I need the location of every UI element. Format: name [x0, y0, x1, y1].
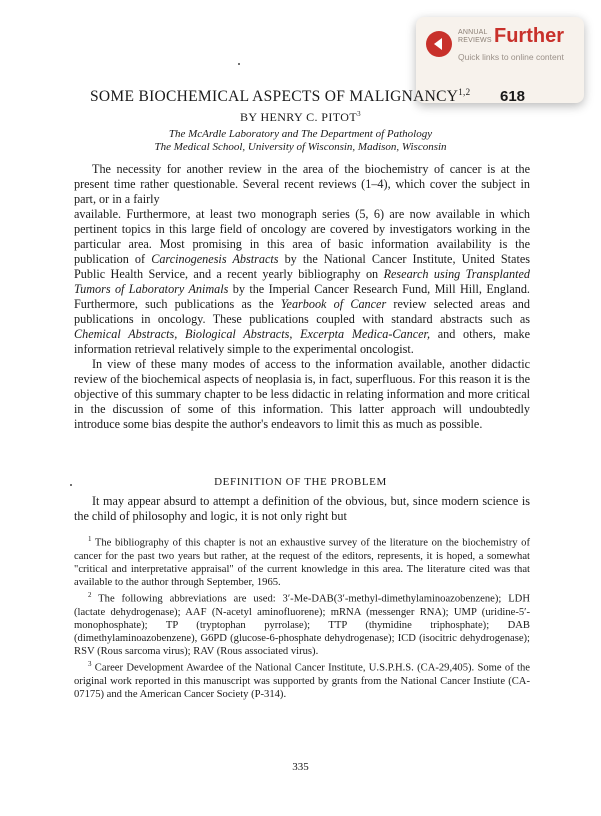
footnotes	[74, 533, 530, 701]
author-line: BY HENRY C. PITOT$^3$	[240, 110, 361, 124]
back-arrow-icon	[426, 31, 452, 57]
affiliation-line-2: The Medical School, University of Wisconsin, Madison, Wisconsin	[154, 141, 447, 153]
footnote-3: $^3$ Career Development Awardee of the National Cancer Institute, U.S.P.H.S. (CA-29,405). Some of the original work reported in this manuscript was supported by grants from the National Cancer Instiute (CA-07175) and the American Cancer Society (P-314).	[74, 659, 530, 700]
page-number: 335	[292, 761, 309, 773]
footnote-1: $^1$ The bibliography of this chapter is not an exhaustive survey of the literature on the biochemistry of cancer for the past two years but rather, at the request of the editors, represents, it is hoped, a somewhat "critical and interpretative appraisal" of the current knowledge in this area. The literature cited was that available to the author through September, 1965.	[74, 535, 530, 588]
paragraph-intro-continued: available. Furthermore, at least two monograph series (5, 6) are now available in which pertinent topics in this large field of oncology are covered by investigators working in the particular area. Most promising in this area of basic information availability is the publication of Carcinogenesis Abstracts by the National Cancer Institute, United States Public Health Service, and a recent yearly bibliography on Research using Transplanted Tumors of Laboratory Animals by the Imperial Cancer Research Fund, Mill Hill, England. Furthermore, such publications as the Yearbook of Cancer review selected areas and publications in oncology. These publications coupled with standard abstracts such as Chemical Abstracts, Biological Abstracts, Excerpta Medica-Cancer, and others, make information retrieval relatively simple to the experimental oncologist. In view of these many modes of access to the information available, another didactic review of the biochemical aspects of neoplasia is, in fact, superfluous. For this reason it is the objective of this summary chapter to be less didactic in relating information and more critical in the discussion of some of this information. This latter approach will undoubtedly introduce some bias despite the author's endeavors to limit this as much as possible.	[74, 207, 531, 431]
affiliation-line-1: The McArdle Laboratory and The Department of Pathology	[168, 128, 433, 140]
speck-mark	[238, 63, 240, 65]
further-subtitle: Quick links to online content	[458, 52, 564, 62]
paragraph-two: In view of these many modes of access to the information available, another didactic review of the biochemical aspects of neoplasia is, in fact, superfluous. For this reason it is the objective of this summary chapter to be less didactic in relating information and more critical in the discussion of some of this information. This latter approach will undoubtedly introduce some bias despite the author's endeavors to limit this as much as possible.	[74, 357, 530, 431]
annual-reviews-logo: ANNUAL REVIEWS	[458, 29, 492, 44]
top-page-number: 618	[500, 88, 526, 105]
article-title: SOME BIOCHEMICAL ASPECTS OF MALIGNANCY$^{1,2}$	[90, 87, 471, 106]
section-heading: DEFINITION OF THE PROBLEM	[214, 476, 387, 488]
paragraph-three: It may appear absurd to attempt a definition of the obvious, but, since modern science is the child of philosophy and logic, it is not only right but	[74, 494, 530, 523]
paragraph-intro-start: The necessity for another review in the area of the biochemistry of cancer is at the present time rather questionable. Several recent reviews (1–4), which cover the subject in part, or in a fairly	[74, 162, 530, 206]
footnote-2: $^2$ The following abbreviations are used: 3′-Me-DAB(3′-methyl-dimethylaminoazobenzene); LDH (lactate dehydrogenase); AAF (N-acetyl aminofluorene); mRNA (messenger RNA); UMP (uridine-5′-monophosphate); TP (tryptophan pyrrolase); TTP (thymidine triphosphate); DAB (dimethylaminoazobenzene), G6PD (glucose-6-phosphate dehydrogenase); ICD (isocitric dehydrogenase); RSV (Rous sarcoma virus); RAV (Rous associated virus).	[74, 590, 530, 657]
further-label: Further	[494, 25, 564, 47]
